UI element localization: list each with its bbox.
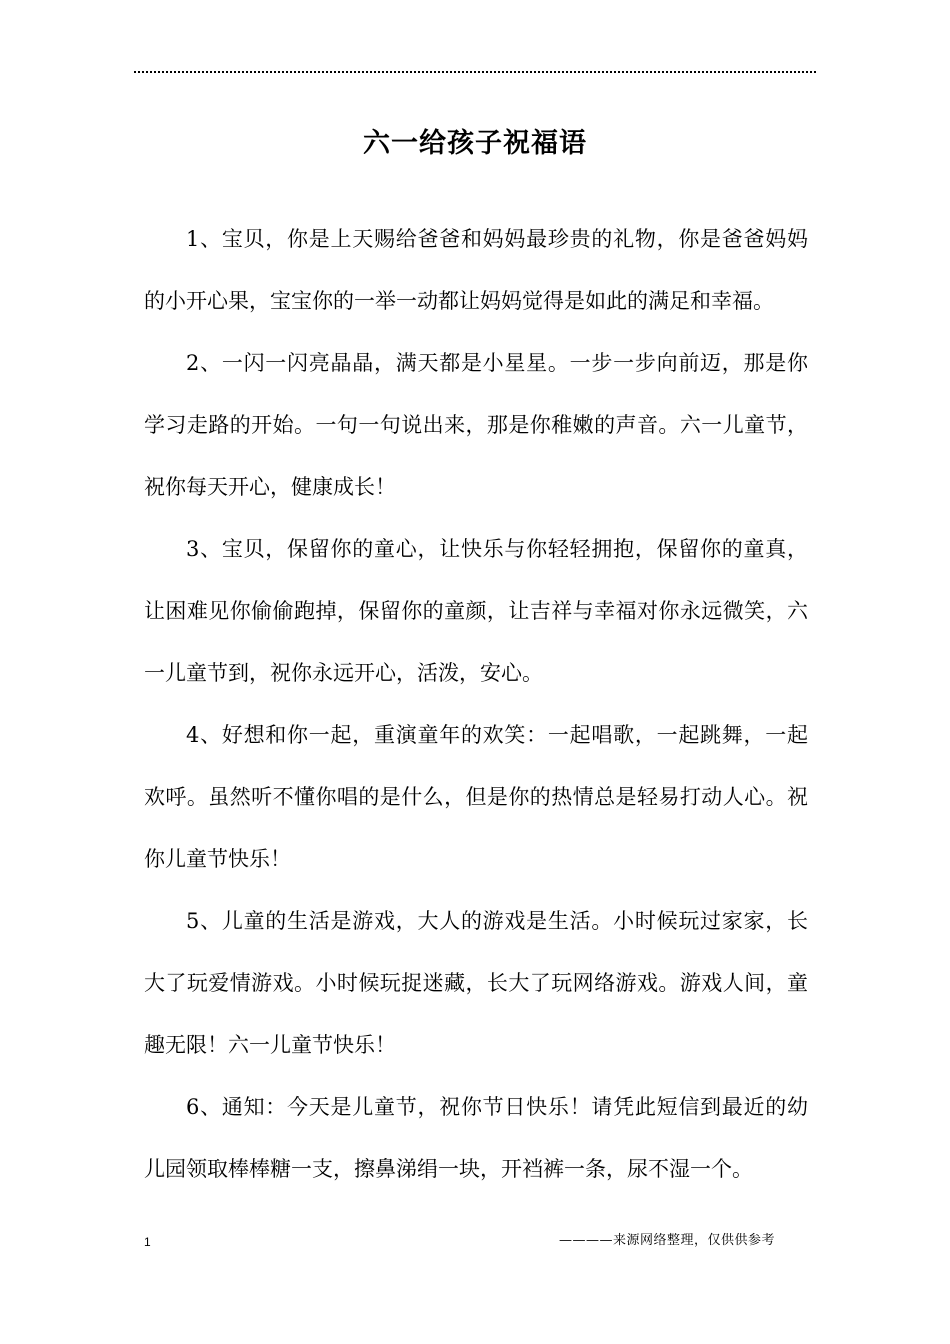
paragraph-4: 4、好想和你一起，重演童年的欢笑：一起唱歌，一起跳舞，一起欢呼。虽然听不懂你唱的是什么，但是你的热情总是轻易打动人心。祝你儿童节快乐！ xyxy=(144,723,808,871)
paragraph-6: 6、通知：今天是儿童节，祝你节日快乐！请凭此短信到最近的幼儿园领取棒棒糖一支，擦鼻涕绢一块，开裆裤一条，尿不湿一个。 xyxy=(144,1095,808,1181)
source-note: ————来源网络整理，仅供供参考 xyxy=(558,1233,775,1248)
document-title: 六一给孩子祝福语 xyxy=(363,128,587,159)
paragraph-5: 5、儿童的生活是游戏，大人的游戏是生活。小时候玩过家家，长大了玩爱情游戏。小时候玩捉迷藏，长大了玩网络游戏。游戏人间，童趣无限！六一儿童节快乐！ xyxy=(144,909,808,1057)
page-number: 1 xyxy=(144,1235,151,1249)
paragraph-3: 3、宝贝，保留你的童心，让快乐与你轻轻拥抱，保留你的童真，让困难见你偷偷跑掉，保留你的童颜，让吉祥与幸福对你永远微笑，六一儿童节到，祝你永远开心，活泼，安心。 xyxy=(144,537,808,685)
paragraph-1: 1、宝贝，你是上天赐给爸爸和妈妈最珍贵的礼物，你是爸爸妈妈的小开心果，宝宝你的一举一动都让妈妈觉得是如此的满足和幸福。 xyxy=(144,227,808,313)
document-body xyxy=(144,208,808,1200)
paragraph-2: 2、一闪一闪亮晶晶，满天都是小星星。一步一步向前迈，那是你学习走路的开始。一句一句说出来，那是你稚嫩的声音。六一儿童节，祝你每天开心，健康成长！ xyxy=(144,351,808,499)
header-dotted-rule xyxy=(134,71,816,73)
